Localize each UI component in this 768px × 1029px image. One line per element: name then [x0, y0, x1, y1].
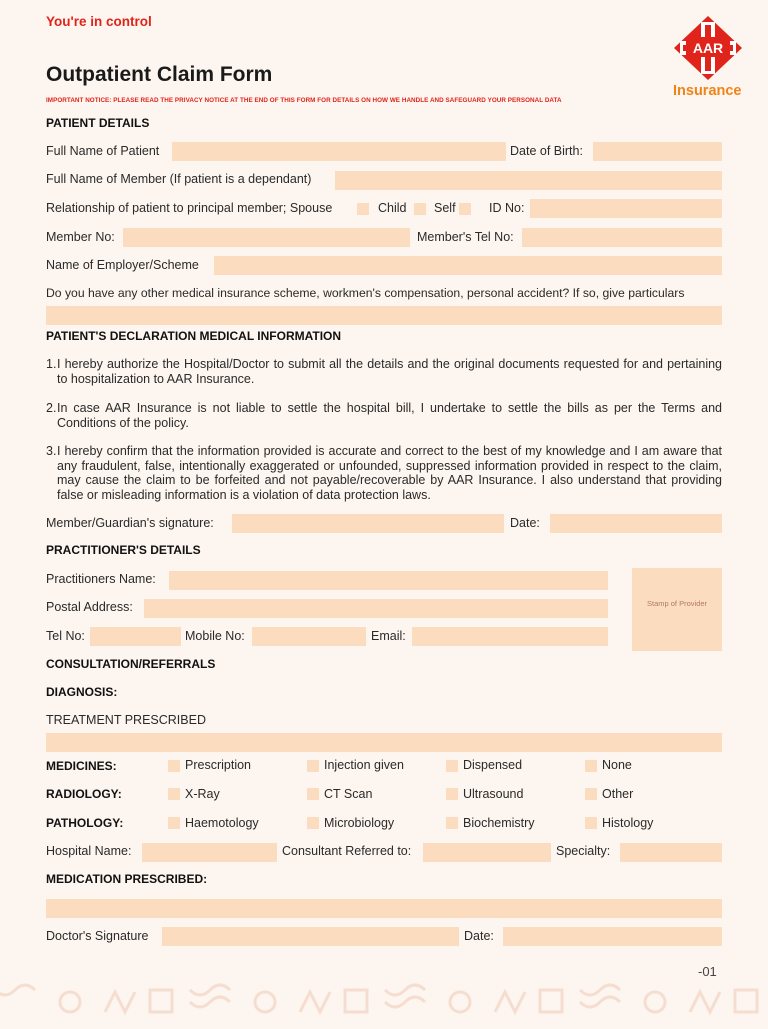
email-label: Email: — [371, 629, 406, 643]
hospital-name-label: Hospital Name: — [46, 844, 132, 858]
declaration-item-number: 1. — [46, 357, 57, 371]
ct-scan-checkbox[interactable] — [307, 788, 319, 800]
pathology-label: PATHOLOGY: — [46, 816, 124, 830]
doctor-date-label: Date: — [464, 929, 494, 943]
tagline: You're in control — [46, 14, 152, 29]
member-signature-field[interactable] — [232, 514, 504, 533]
member-name-label: Full Name of Member (If patient is a dependant) — [46, 172, 312, 186]
declaration-item-text: In case AAR Insurance is not liable to settle the hospital bill, I undertake to settle the bills as per the Terms and Conditions of the policy. — [57, 401, 722, 430]
page-title: Outpatient Claim Form — [46, 63, 273, 86]
dispensed-checkbox[interactable] — [446, 760, 458, 772]
specialty-field[interactable] — [620, 843, 722, 862]
consultant-label: Consultant Referred to: — [282, 844, 412, 858]
dob-label: Date of Birth: — [510, 144, 583, 158]
medication-heading: MEDICATION PRESCRIBED: — [46, 872, 208, 886]
id-no-field[interactable] — [530, 199, 722, 218]
full-name-field[interactable] — [172, 142, 506, 161]
radiology-label: RADIOLOGY: — [46, 787, 122, 801]
tel-no-field[interactable] — [90, 627, 181, 646]
prescription-checkbox[interactable] — [168, 760, 180, 772]
ultrasound-checkbox[interactable] — [446, 788, 458, 800]
member-signature-label: Member/Guardian's signature: — [46, 516, 214, 530]
prescription-label: Prescription — [185, 758, 251, 772]
haemotology-label: Haemotology — [185, 816, 259, 830]
full-name-label: Full Name of Patient — [46, 144, 160, 158]
practitioner-name-label: Practitioners Name: — [46, 572, 156, 586]
aar-logo — [672, 14, 744, 82]
xray-checkbox[interactable] — [168, 788, 180, 800]
member-no-label: Member No: — [46, 230, 115, 244]
other-insurance-label: Do you have any other medical insurance scheme, workmen's compensation, personal accident? If so, give particulars — [46, 286, 685, 300]
biochemistry-checkbox[interactable] — [446, 817, 458, 829]
member-tel-label: Member's Tel No: — [417, 230, 514, 244]
mobile-no-label: Mobile No: — [185, 629, 245, 643]
employer-label: Name of Employer/Scheme — [46, 258, 199, 272]
medicines-label: MEDICINES: — [46, 759, 117, 773]
relationship-label: Relationship of patient to principal member; Spouse — [46, 201, 333, 215]
other-checkbox[interactable] — [585, 788, 597, 800]
stamp-box[interactable] — [632, 568, 722, 651]
member-name-field[interactable] — [335, 171, 722, 190]
doctor-signature-field[interactable] — [162, 927, 459, 946]
practitioner-name-field[interactable] — [169, 571, 608, 590]
member-no-field[interactable] — [123, 228, 410, 247]
histology-checkbox[interactable] — [585, 817, 597, 829]
consultation-heading: CONSULTATION/REFERRALS — [46, 657, 216, 671]
diagnosis-heading: DIAGNOSIS: — [46, 685, 118, 699]
histology-label: Histology — [602, 816, 654, 830]
spouse-checkbox[interactable] — [357, 203, 369, 215]
child-checkbox[interactable] — [414, 203, 426, 215]
declaration-date-label: Date: — [510, 516, 540, 530]
declaration-heading: PATIENT'S DECLARATION MEDICAL INFORMATION — [46, 329, 342, 343]
ultrasound-label: Ultrasound — [463, 787, 524, 801]
injection-checkbox[interactable] — [307, 760, 319, 772]
hospital-name-field[interactable] — [142, 843, 277, 862]
declaration-item — [46, 401, 722, 430]
email-field[interactable] — [412, 627, 608, 646]
dob-field[interactable] — [593, 142, 722, 161]
microbiology-label: Microbiology — [324, 816, 395, 830]
tel-no-label: Tel No: — [46, 629, 85, 643]
treatment-field[interactable] — [46, 733, 722, 752]
specialty-label: Specialty: — [556, 844, 611, 858]
declaration-item — [46, 357, 722, 386]
practitioner-heading: PRACTITIONER'S DETAILS — [46, 543, 201, 557]
haemotology-checkbox[interactable] — [168, 817, 180, 829]
postal-address-label: Postal Address: — [46, 600, 133, 614]
id-no-label: ID No: — [489, 201, 525, 215]
declaration-item — [46, 444, 722, 502]
microbiology-checkbox[interactable] — [307, 817, 319, 829]
injection-label: Injection given — [324, 758, 404, 772]
logo-text: AAR — [692, 40, 724, 56]
other-label: Other — [602, 787, 634, 801]
page-number: -01 — [698, 964, 717, 979]
consultant-field[interactable] — [423, 843, 551, 862]
employer-field[interactable] — [214, 256, 722, 275]
footer-pattern — [0, 982, 768, 1024]
postal-address-field[interactable] — [144, 599, 608, 618]
aar-logo-icon — [672, 14, 744, 82]
treatment-label: TREATMENT PRESCRIBED — [46, 713, 206, 727]
other-insurance-field[interactable] — [46, 306, 722, 325]
privacy-notice: IMPORTANT NOTICE: PLEASE READ THE PRIVACY NOTICE AT THE END OF THIS FORM FOR DETAILS ON HOW WE HANDLE AND SAFEGUARD YOUR PERSONAL DATA — [46, 97, 562, 104]
medication-field[interactable] — [46, 899, 722, 918]
none-label: None — [602, 758, 632, 772]
declaration-item-number: 3. — [46, 444, 57, 458]
none-checkbox[interactable] — [585, 760, 597, 772]
self-label: Self — [434, 201, 456, 215]
doctor-date-field[interactable] — [503, 927, 722, 946]
declaration-item-number: 2. — [46, 401, 57, 415]
declaration-item-text: I hereby confirm that the information provided is accurate and correct to the best of my knowledge and I am aware that any fraudulent, false, intentionally exaggerated or unfounded, suppressed information provided in respect to the claim, may cause the claim to be forfeited and not payable/recoverable by AAR Insurance. I also understand that providing false or misleading information is a violation of data protection laws. — [57, 444, 722, 502]
doctor-signature-label: Doctor's Signature — [46, 929, 149, 943]
member-tel-field[interactable] — [522, 228, 722, 247]
biochemistry-label: Biochemistry — [463, 816, 535, 830]
dispensed-label: Dispensed — [463, 758, 523, 772]
logo-word: Insurance — [673, 83, 742, 99]
ct-scan-label: CT Scan — [324, 787, 373, 801]
child-label: Child — [378, 201, 407, 215]
mobile-no-field[interactable] — [252, 627, 366, 646]
xray-label: X-Ray — [185, 787, 220, 801]
declaration-date-field[interactable] — [550, 514, 722, 533]
self-checkbox[interactable] — [459, 203, 471, 215]
decorative-pattern-icon — [0, 982, 768, 1024]
declaration-item-text: I hereby authorize the Hospital/Doctor to submit all the details and the original documents requested for and pertaining to hospitalization to AAR Insurance. — [57, 357, 722, 386]
patient-details-heading: PATIENT DETAILS — [46, 116, 150, 130]
stamp-label: Stamp of Provider — [646, 599, 708, 608]
